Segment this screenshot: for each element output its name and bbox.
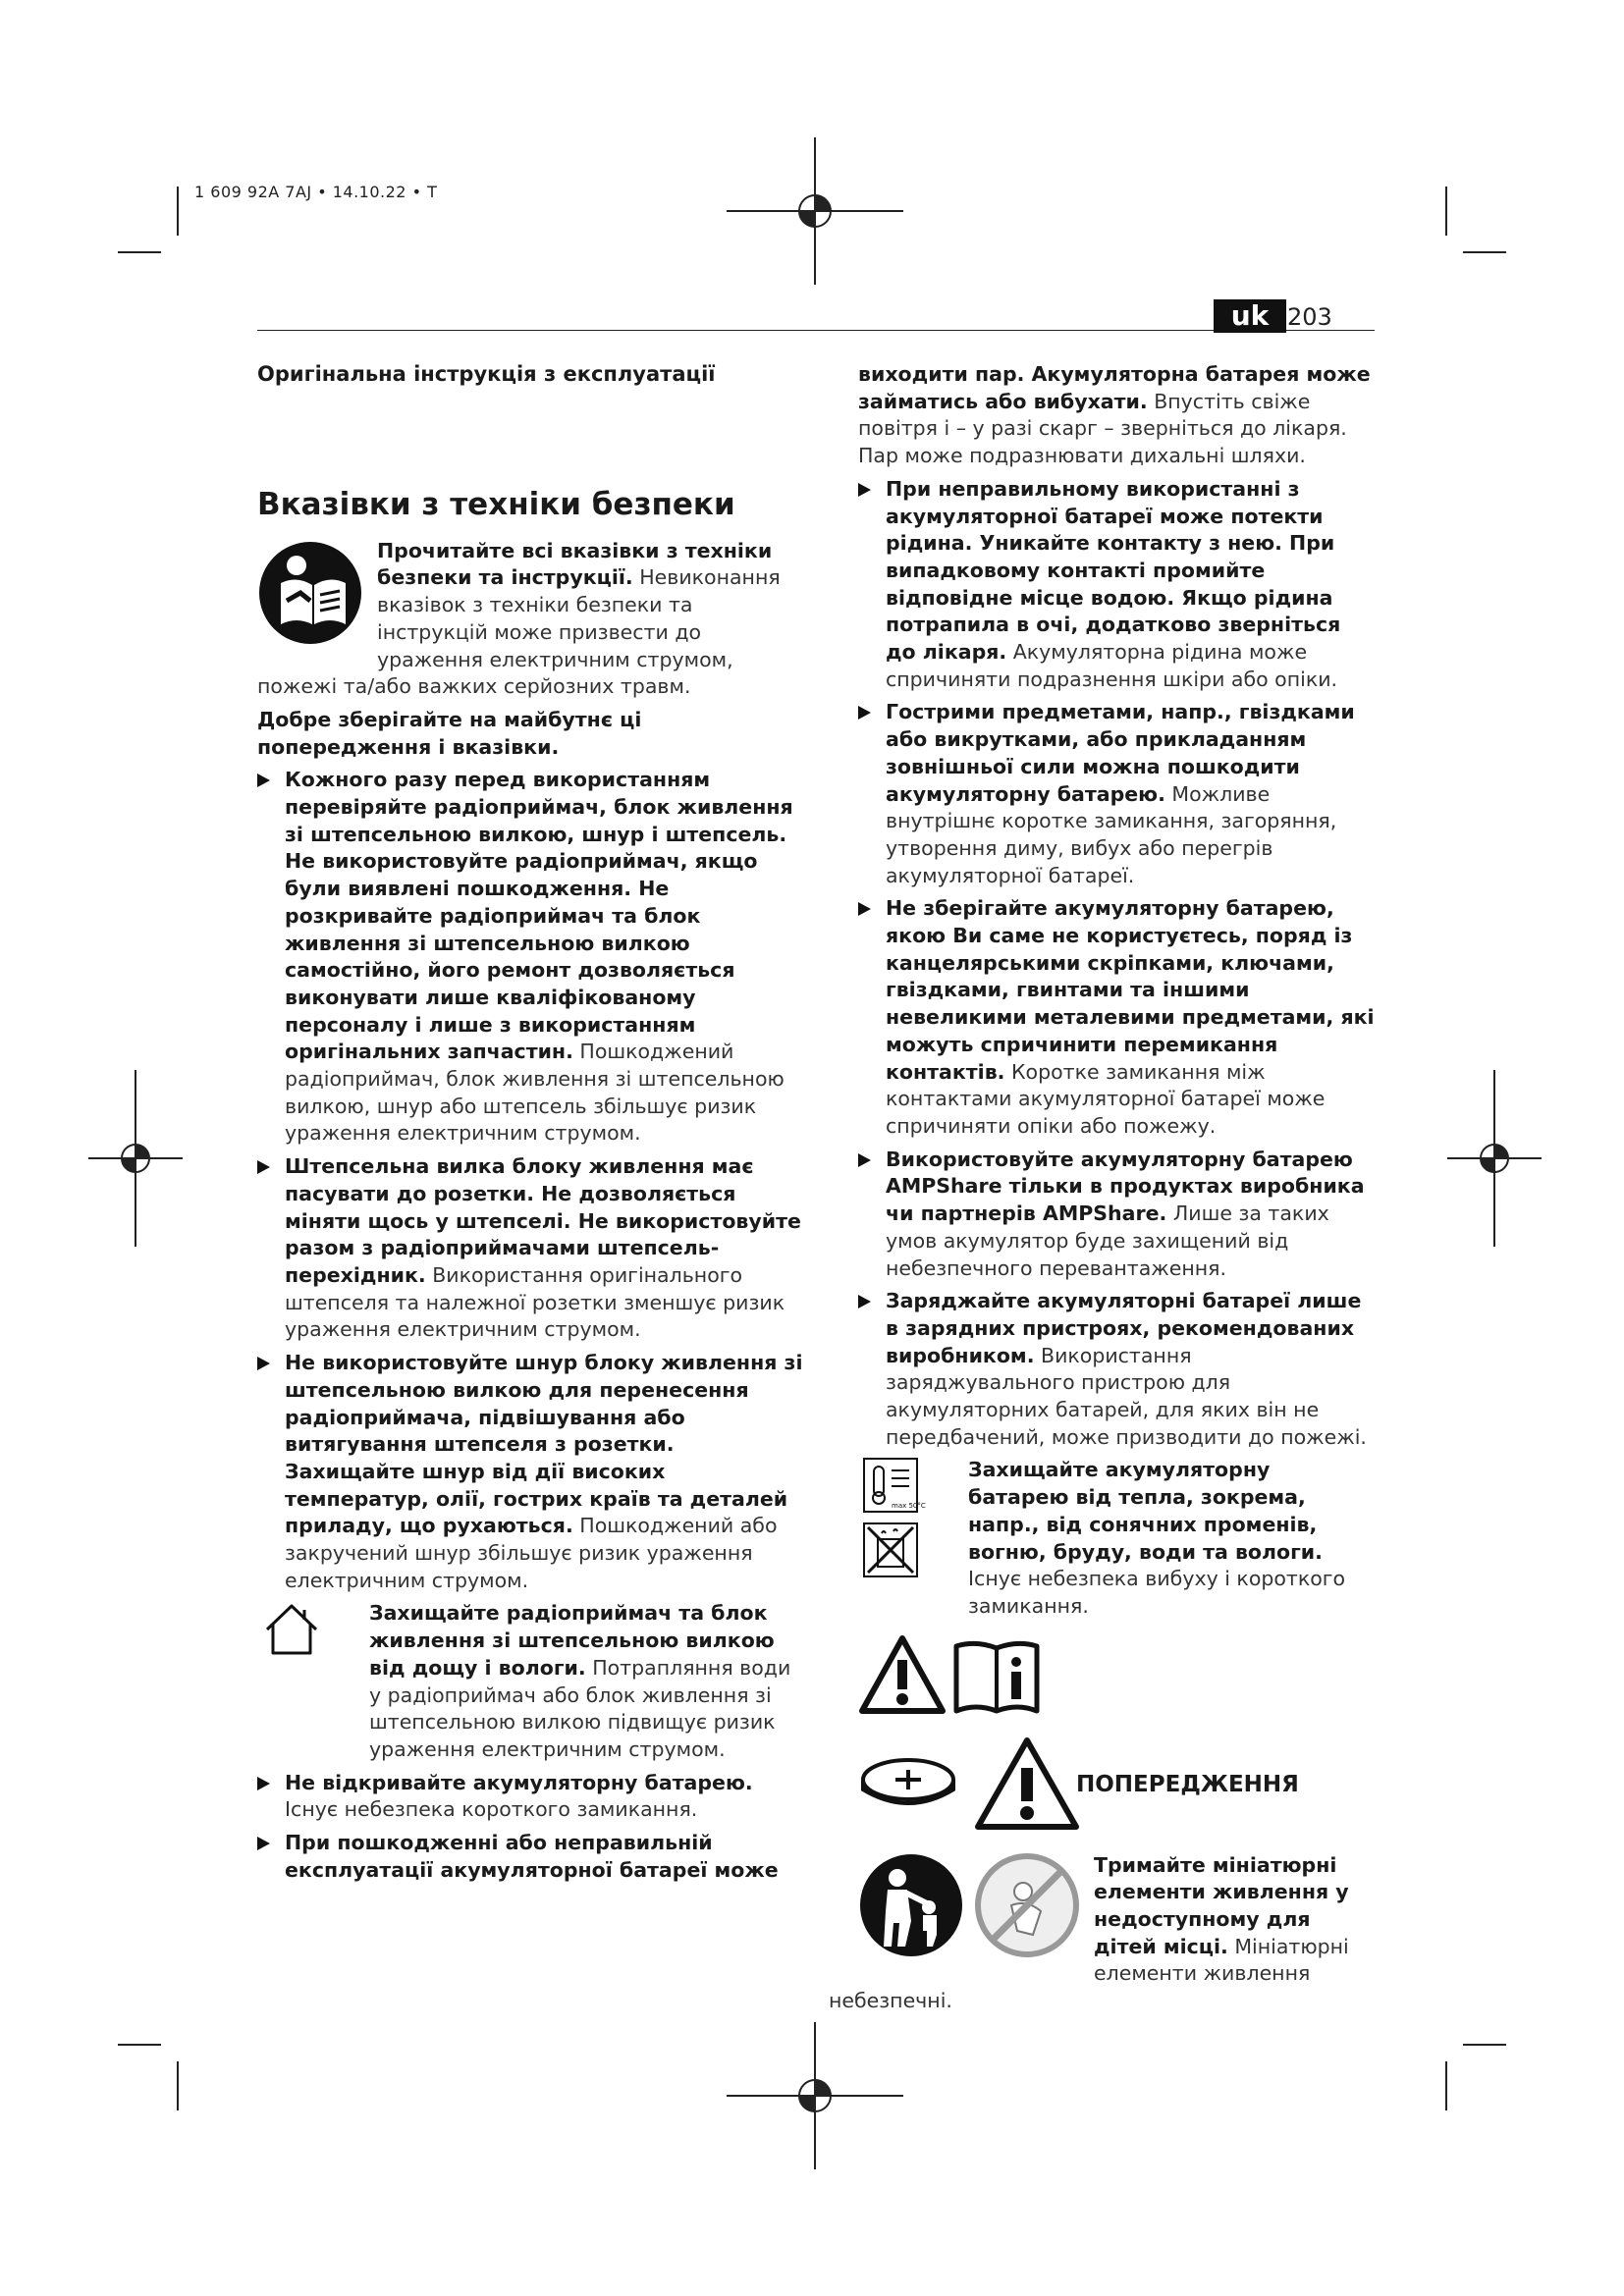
print-code: 1 609 92A 7AJ • 14.10.22 • T (194, 183, 438, 201)
rain-notice-text: Потрапляння води у радіоприймач або блок живлення зі штепсельною вилкою підвищує ризик ураження електричним струмом. (369, 1655, 791, 1761)
list-item (858, 1288, 1377, 1451)
bullet-bold-text: Гострими предметами, напр., гвіздками або викрутками, або прикладанням зовнішньої сили можна пошкодити акумуляторну батарею. (886, 700, 1355, 806)
bullet-arrow-icon (257, 1160, 270, 1174)
crop-mark (1463, 2044, 1506, 2046)
warning-triangle-icon (974, 1736, 1080, 1831)
bullet-bold-text: Не відкривайте акумуляторну батарею. (285, 1770, 753, 1794)
bullet-bold-text: Штепсельна вилка блоку живлення має пасувати до розетки. Не дозволяється міняти щось у штепселі. Не використовуйте разом з радіоприймачами штепсель-перехідник. (285, 1154, 801, 1287)
left-column (257, 361, 807, 1890)
header-rule (257, 330, 1375, 331)
coin-notice (1094, 1852, 1379, 1989)
bullet-text: Можливе внутрішнє коротке замикання, загоряння, утворення диму, вибух або перегрів акумуляторної батареї. (886, 781, 1337, 887)
bullet-text: Пошкоджений або закручений шнур збільшує ризик ураження електричним струмом. (285, 1514, 778, 1592)
no-swallow-icon (974, 1852, 1080, 1958)
crop-mark (118, 2044, 161, 2046)
page-number: 203 (1287, 303, 1332, 331)
registration-mark-icon (1447, 1070, 1542, 1247)
bullet-bold-text: При пошкодженні або неправильній експлуатації акумуляторної батареї може (285, 1831, 779, 1882)
bullet-text: Існує небезпека короткого замикання. (285, 1797, 698, 1822)
read-instructions-text: Невиконання вказівок з техніки безпеки та інструкцій може призвести до ураження електричним струмом, пожежі та/або важких серйозних травм. (257, 565, 781, 699)
read-instructions-block (257, 538, 807, 701)
language-badge: uk (1214, 299, 1286, 333)
bullet-text: Використання заряджувального пристрою для акумуляторних батарей, для яких він не передбачений, може призводити до пожежі. (886, 1343, 1367, 1449)
registration-mark-icon (88, 1070, 183, 1247)
crop-mark (1463, 251, 1506, 253)
bullet-bold-text: Не використовуйте шнур блоку живлення зі штепсельною вилкою для перенесення радіоприймача, підвішування або витягування штепселя з розетки. Захищайте шнур від дії високих температур, олії, гострих країв та деталей приладу, що рухаються. (285, 1351, 803, 1538)
bullet-bold-text: Кожного разу перед використанням перевіряйте радіоприймач, блок живлення зі штепсельною вилкою, шнур і штепсель. Не використовуйте радіоприймач, якщо були виявлені пошкодження. Не розкривайте радіоприймач та блок живлення зі штепсельною вилкою самостійно, його ремонт дозволяється виконувати лише кваліфікованому персоналу і лише з використанням оригінальних запчастин. (285, 768, 793, 1064)
bullet-arrow-icon (257, 1777, 270, 1790)
registration-mark-icon (727, 2022, 903, 2169)
temperature-label: max 50°C (892, 1502, 926, 1511)
list-item (257, 767, 807, 1148)
continuation-text: Впустіть свіже повітря і – у разі скарг – зверніться до лікаря. Пар може подразнювати дихальні шляхи. (858, 389, 1347, 468)
bullet-arrow-icon (257, 1357, 270, 1370)
coin-notice-text: Мініатюрні елементи живлення (1094, 1934, 1349, 1986)
bullet-text: Коротке замикання між контактами акумуляторної батареї може спричиняти опіки або пожежу. (886, 1059, 1326, 1138)
registration-mark-icon (727, 137, 903, 285)
indoor-use-icon (261, 1600, 322, 1657)
rain-notice-bold: Захищайте радіоприймач та блок живлення зі штепсельною вилкою від дощу і вологи. (369, 1601, 775, 1680)
crop-mark (177, 187, 179, 236)
heat-notice-bold: Захищайте акумуляторну батарею від тепла, зокрема, напр., від сонячних променів, вогню, бруду, води та вологи. (968, 1458, 1323, 1564)
read-instructions-bold: Прочитайте всі вказівки з техніки безпеки та інструкції. (377, 538, 773, 590)
info-manual-icon (952, 1638, 1041, 1715)
right-column (829, 361, 1377, 2027)
heat-notice-text: Існує небезпека вибуху і короткого замикання. (968, 1567, 1346, 1618)
list-item (858, 895, 1377, 1140)
bullet-arrow-icon (858, 1295, 871, 1308)
heat-notice-block (858, 1457, 1377, 1620)
rain-notice-block (257, 1600, 807, 1763)
bullet-text: Лише за таких умов акумулятор буде захищений від небезпечного перевантаження. (886, 1201, 1329, 1280)
bullet-bold-text: При неправильному використанні з акумуляторної батареї може потекти рідина. Уникайте контакту з нею. При випадковому контакті промийте відповідне місце водою. Якщо рідина потрапила в очі, додатково зверніться до лікаря. (886, 476, 1341, 665)
crop-mark (1445, 2061, 1447, 2110)
warning-triangle-icon (858, 1634, 947, 1715)
bullet-bold-text: Не зберігайте акумуляторну батарею, якою Ви саме не користуєтесь, поряд із канцелярськими скріпками, ключами, гвіздками, гвинтами та іншими невеликими металевими предметами, які можуть спричинити перемикання контактів. (886, 896, 1375, 1084)
crop-mark (118, 251, 161, 253)
bullet-arrow-icon (257, 774, 270, 787)
continuation-bold: виходити пар. Акумуляторна батарея може займатись або вибухати. (858, 362, 1371, 413)
keep-away-from-children-icon (858, 1852, 964, 1958)
coin-notice-continuation: небезпечні. (829, 1988, 952, 2012)
list-item (858, 1147, 1377, 1283)
list-item (858, 699, 1377, 889)
bullet-bold-text: Заряджайте акумуляторні батареї лише в зарядних пристроях, рекомендованих виробником. (886, 1289, 1362, 1367)
section-title: Вказівки з техніки безпеки (257, 486, 735, 522)
list-item (257, 1350, 807, 1594)
bullet-text: Використання оригінального штепселя та належної розетки зменшує ризик ураження електричним струмом. (285, 1262, 785, 1342)
bullet-arrow-icon (858, 483, 871, 497)
bullet-arrow-icon (257, 1837, 270, 1850)
no-water-icon (862, 1522, 919, 1578)
bullet-arrow-icon (858, 706, 871, 720)
keep-notice: Добре зберігайте на майбутнє ці попередження і вказівки. (257, 707, 642, 759)
bullet-text: Акумуляторна рідина може спричиняти подразнення шкіри або опіки. (886, 640, 1338, 691)
bullet-bold-text: Використовуйте акумуляторну батарею AMPShare тільки в продуктах виробника чи партнерів AMPShare. (886, 1147, 1365, 1226)
crop-mark (1445, 187, 1447, 236)
list-item (858, 476, 1377, 694)
document-subtitle: Оригінальна інструкція з експлуатації (257, 362, 716, 386)
coin-notice-bold: Тримайте мініатюрні елементи живлення у недоступному для дітей місці. (1094, 1852, 1349, 1958)
bullet-arrow-icon (858, 902, 871, 916)
temperature-warning-icon (862, 1457, 926, 1514)
read-manual-icon (257, 540, 363, 646)
list-item (257, 1153, 807, 1344)
crop-mark (177, 2061, 179, 2110)
coin-battery-icon (860, 1756, 956, 1813)
bullet-arrow-icon (858, 1153, 871, 1167)
bullet-text: Пошкоджений радіоприймач, блок живлення зі штепсельною вилкою, шнур або штепсель збільшує ризик ураження електричним струмом. (285, 1040, 785, 1146)
list-item (257, 1830, 807, 1884)
list-item (257, 1770, 807, 1824)
warning-label: ПОПЕРЕДЖЕННЯ (1076, 1771, 1299, 1797)
coin-cell-warning (829, 1634, 1377, 2027)
